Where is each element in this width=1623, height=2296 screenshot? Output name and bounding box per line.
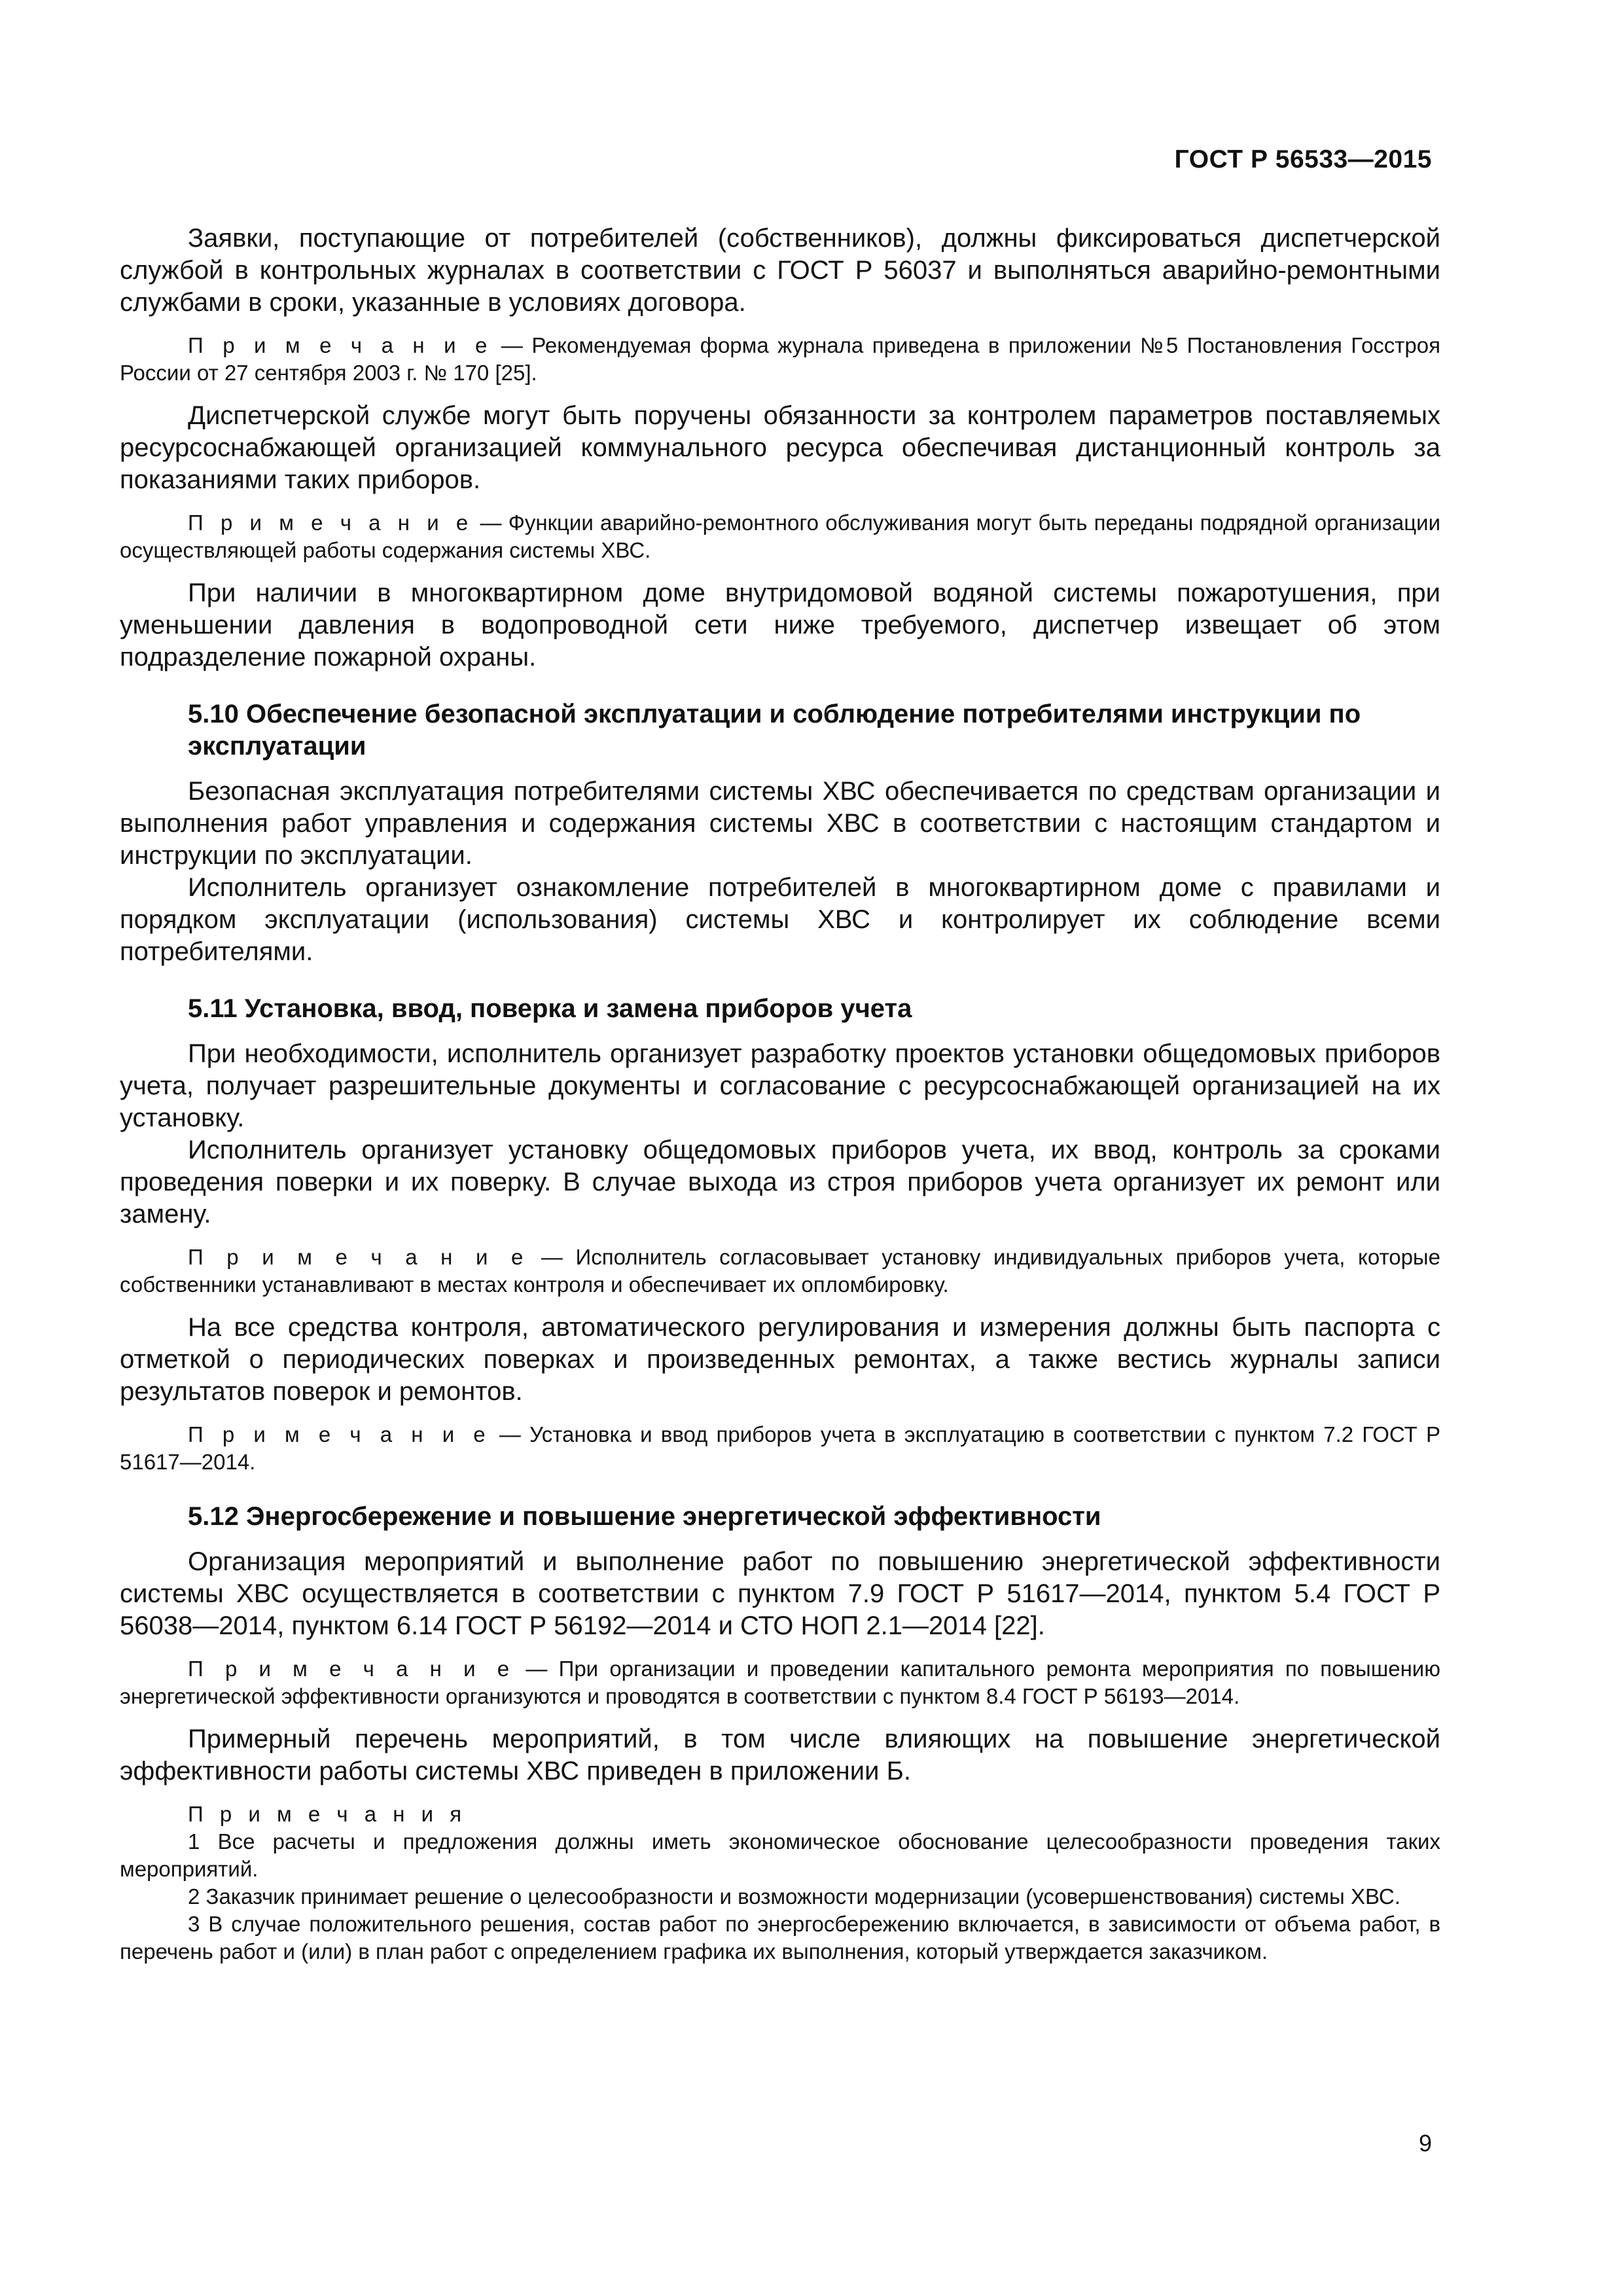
section-heading-5-11: 5.11 Установка, ввод, поверка и замена приборов учета (188, 994, 912, 1023)
paragraph: При наличии в многоквартирном доме внутридомовой водяной системы пожаротушения, при уменьшении давления в водопроводной сети ниже требуемого, диспетчер извещает об этом подразделение пожарной охраны. (120, 579, 1440, 672)
paragraph: На все средства контроля, автоматического регулирования и измерения должны быть паспорта с отметкой о периодических поверках и произведенных ремонтах, а также вестись журналы записи результатов поверок и ремонтов. (120, 1313, 1440, 1406)
note: П р и м е ч а н и е — Рекомендуемая форма журнала приведена в приложении №5 Постановления Госстроя России от 27 сентября 2003 г. № 170 [25]. (120, 333, 1440, 385)
notes-item: 3 В случае положительного решения, состав работ по энергосбережению включается, в зависимости от объема работ, в перечень работ и (или) в план работ с определением графика их выполнения, который утверждается заказчиком. (120, 1912, 1440, 1964)
paragraph: Исполнитель организует ознакомление потребителей в многоквартирном доме с правилами и порядком эксплуатации (использования) системы ХВС и контролирует их соблюдение всеми потребителями. (120, 873, 1440, 966)
document-header: ГОСТ Р 56533—2015 (1174, 145, 1432, 173)
paragraph: Исполнитель организует установку общедомовых приборов учета, их ввод, контроль за сроками проведения поверки и их поверку. В случае выхода из строя приборов учета организует их ремонт или замену. (120, 1136, 1440, 1229)
paragraph: Безопасная эксплуатация потребителями системы ХВС обеспечивается по средствам организации и выполнения работ управления и содержания системы ХВС в соответствии с настоящим стандартом и инструкции по эксплуатации. (120, 777, 1440, 870)
note-label: П р и м е ч а н и е (188, 333, 493, 357)
section-heading-5-12: 5.12 Энергосбережение и повышение энергетической эффективности (188, 1502, 1101, 1531)
notes-item: 2 Заказчик принимает решение о целесообразности и возможности модернизации (усовершенствования) системы ХВС. (188, 1884, 1400, 1909)
paragraph: Примерный перечень мероприятий, в том числе влияющих на повышение энергетической эффективности работы системы ХВС приведен в приложении Б. (120, 1725, 1440, 1785)
section-heading-5-10: 5.10 Обеспечение безопасной эксплуатации и соблюдение потребителями инструкции по эксплуатации (188, 700, 1361, 761)
note-text: Установка и ввод приборов учета в эксплуатацию в соответствии с пунктом 7.2 ГОСТ Р 51617—2014. (120, 1422, 1440, 1474)
note-label: П р и м е ч а н и е (188, 1245, 529, 1269)
paragraph: Заявки, поступающие от потребителей (собственников), должны фиксироваться диспетчерской службой в контрольных журналах в соответствии с ГОСТ Р 56037 и выполняться аварийно-ремонтными службами в сроки, указанные в условиях договора. (120, 224, 1440, 317)
note-label: П р и м е ч а н и е (188, 1422, 491, 1446)
notes-item: 1 Все расчеты и предложения должны иметь экономическое обоснование целесообразности проведения таких мероприятий. (120, 1829, 1440, 1881)
note-text: При организации и проведении капитального ремонта мероприятия по повышению энергетической эффективности организуются и проводятся в соответствии с пунктом 8.4 ГОСТ Р 56193—2014. (120, 1657, 1440, 1708)
page-number: 9 (1418, 2130, 1432, 2157)
paragraph: Диспетчерской службе могут быть поручены обязанности за контролем параметров поставляемых ресурсоснабжающей организацией коммунального ресурса обеспечивая дистанционный контроль за показаниями таких приборов. (120, 401, 1440, 494)
paragraph: Организация мероприятий и выполнение работ по повышению энергетической эффективности системы ХВС осуществляется в соответствии с пунктом 7.9 ГОСТ Р 51617—2014, пунктом 5.4 ГОСТ Р 56038—2014, пунктом 6.14 ГОСТ Р 56192—2014 и СТО НОП 2.1—2014 [22]. (120, 1547, 1440, 1640)
note-label: П р и м е ч а н и е (188, 1657, 515, 1681)
note-text: Исполнитель согласовывает установку индивидуальных приборов учета, которые собственники устанавливают в местах контроля и обеспечивает их опломбировку. (120, 1245, 1440, 1297)
notes-list (120, 1801, 1440, 1965)
note: П р и м е ч а н и е — При организации и проведении капитального ремонта мероприятия по повышению энергетической эффективности организуются и проводятся в соответствии с пунктом 8.4 ГОСТ Р 56193—2014. (120, 1657, 1440, 1708)
notes-title: П р и м е ч а н и я (188, 1802, 467, 1826)
note: П р и м е ч а н и е — Функции аварийно-ремонтного обслуживания могут быть переданы подрядной организации осуществляющей работы содержания системы ХВС. (120, 511, 1441, 562)
note-label: П р и м е ч а н и е (188, 511, 474, 535)
note-text: Рекомендуемая форма журнала приведена в приложении №5 Постановления Госстроя России от 27 сентября 2003 г. № 170 [25]. (120, 333, 1440, 385)
note: П р и м е ч а н и е — Установка и ввод приборов учета в эксплуатацию в соответствии с пунктом 7.2 ГОСТ Р 51617—2014. (120, 1422, 1440, 1474)
paragraph: При необходимости, исполнитель организует разработку проектов установки общедомовых приборов учета, получает разрешительные документы и согласование с ресурсоснабжающей организацией на их установку. (120, 1039, 1440, 1132)
note-text: Функции аварийно-ремонтного обслуживания могут быть переданы подрядной организации осуществляющей работы содержания системы ХВС. (120, 511, 1441, 562)
note: П р и м е ч а н и е — Исполнитель согласовывает установку индивидуальных приборов учета, которые собственники устанавливают в местах контроля и обеспечивает их опломбировку. (120, 1245, 1440, 1297)
document-body (120, 223, 1440, 1965)
